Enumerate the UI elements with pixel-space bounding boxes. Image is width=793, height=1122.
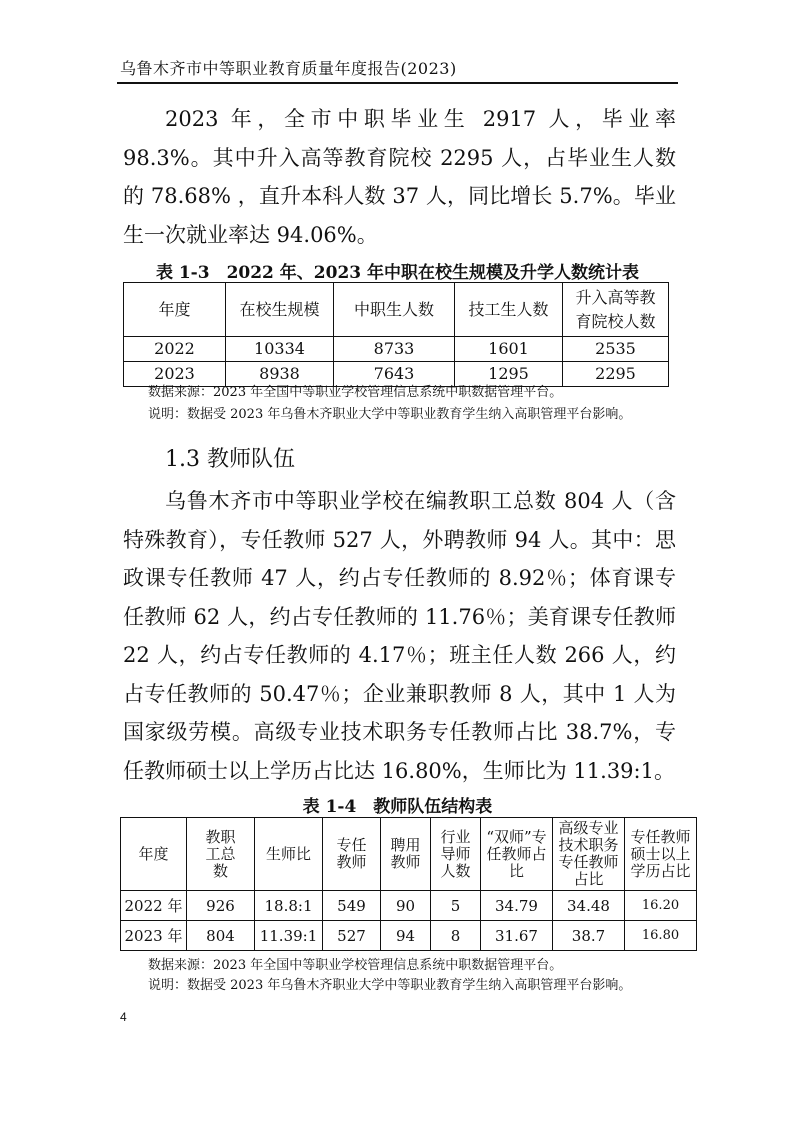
column-header: 专任教师 [323, 818, 381, 891]
table-1-4-note: 说明：数据受 2023 年乌鲁木齐职业大学中等职业教育学生纳入高职管理平台影响。 [148, 978, 632, 993]
table-cell: 94 [381, 921, 431, 951]
table-cell: 16.80 [625, 921, 697, 951]
column-header: 年度 [124, 283, 226, 337]
table-cell: 804 [187, 921, 255, 951]
table-cell: 16.20 [625, 891, 697, 921]
table-cell: 2295 [563, 362, 669, 387]
table-row [121, 921, 697, 951]
table-row [124, 362, 669, 387]
column-header: 聘用教师 [381, 818, 431, 891]
column-header: 技工生人数 [455, 283, 563, 337]
table-1-3-source: 数据来源：2023 年全国中等职业学校管理信息系统中职数据管理平台。 [148, 385, 563, 400]
table-cell: 8938 [226, 362, 334, 387]
table-cell: 34.48 [553, 891, 625, 921]
table-cell: 10334 [226, 337, 334, 362]
column-header: 在校生规模 [226, 283, 334, 337]
column-header: 高级专业技术职务专任教师占比 [553, 818, 625, 891]
table-row [121, 891, 697, 921]
page-header: 乌鲁木齐市中等职业教育质量年度报告(2023) [120, 59, 457, 78]
table-cell: 2022 年 [121, 891, 187, 921]
table-cell: 5 [431, 891, 481, 921]
table-cell: 8733 [334, 337, 455, 362]
graduation-paragraph: 2023 年，全市中职毕业生 2917 人，毕业率 98.3%。其中升入高等教育院校 2295 人，占毕业生人数的 78.68% ，直升本科人数 37 人，同比增长 5.7%。毕业生一次就业率达 94.06%。 [123, 107, 676, 247]
table-cell: 2022 [124, 337, 226, 362]
table-1-3-note: 说明：数据受 2023 年乌鲁木齐职业大学中等职业教育学生纳入高职管理平台影响。 [148, 407, 632, 422]
column-header: 行业导师人数 [431, 818, 481, 891]
table-cell: 90 [381, 891, 431, 921]
table-cell: 34.79 [481, 891, 553, 921]
column-header: 升入高等教育院校人数 [563, 283, 669, 337]
table-cell: 7643 [334, 362, 455, 387]
table-cell: 1601 [455, 337, 563, 362]
column-header: 生师比 [255, 818, 323, 891]
column-header: 教职工总数 [187, 818, 255, 891]
table-1-3-caption: 表 1-3 2022 年、2023 年中职在校生规模及升学人数统计表 [155, 263, 640, 283]
table-cell: 2535 [563, 337, 669, 362]
column-header: 专任教师硕士以上学历占比 [625, 818, 697, 891]
column-header: 中职生人数 [334, 283, 455, 337]
table-cell: 31.67 [481, 921, 553, 951]
table-cell: 2023 年 [121, 921, 187, 951]
table-cell: 1295 [455, 362, 563, 387]
table-cell: 549 [323, 891, 381, 921]
section-title: 1.3 教师队伍 [165, 447, 295, 472]
table-cell: 926 [187, 891, 255, 921]
page-number: 4 [120, 1010, 127, 1024]
table-1-4-caption: 表 1-4 教师队伍结构表 [302, 797, 493, 817]
table-row [124, 337, 669, 362]
table-header-row [121, 818, 697, 891]
table-1-4 [120, 817, 697, 951]
header-rule [117, 82, 678, 84]
table-cell: 38.7 [553, 921, 625, 951]
table-1-4-source: 数据来源：2023 年全国中等职业学校管理信息系统中职数据管理平台。 [148, 958, 563, 973]
table-cell: 11.39:1 [255, 921, 323, 951]
table-cell: 527 [323, 921, 381, 951]
table-cell: 2023 [124, 362, 226, 387]
column-header: “双师”专任教师占比 [481, 818, 553, 891]
table-cell: 18.8:1 [255, 891, 323, 921]
teacher-paragraph: 乌鲁木齐市中等职业学校在编教职工总数 804 人（含特殊教育），专任教师 527 人，外聘教师 94 人。其中：思政课专任教师 47 人，约占专任教师的 8.92％；体育课专任教师 62 人，约占专任教师的 11.76％；美育课专任教师 22 人，约占专任教师的 4.17％；班主任人数 266 人，约占专任教师的 50.47％；企业兼职教师 8 人，其中 1 人为国家级劳模。高级专业技术职务专任教师占比 38.7%，专任教师硕士以上学历占比达 16.80%，生师比为 11.39:1。 [123, 489, 676, 783]
table-1-3 [123, 282, 669, 387]
column-header: 年度 [121, 818, 187, 891]
table-header-row [124, 283, 669, 337]
table-cell: 8 [431, 921, 481, 951]
